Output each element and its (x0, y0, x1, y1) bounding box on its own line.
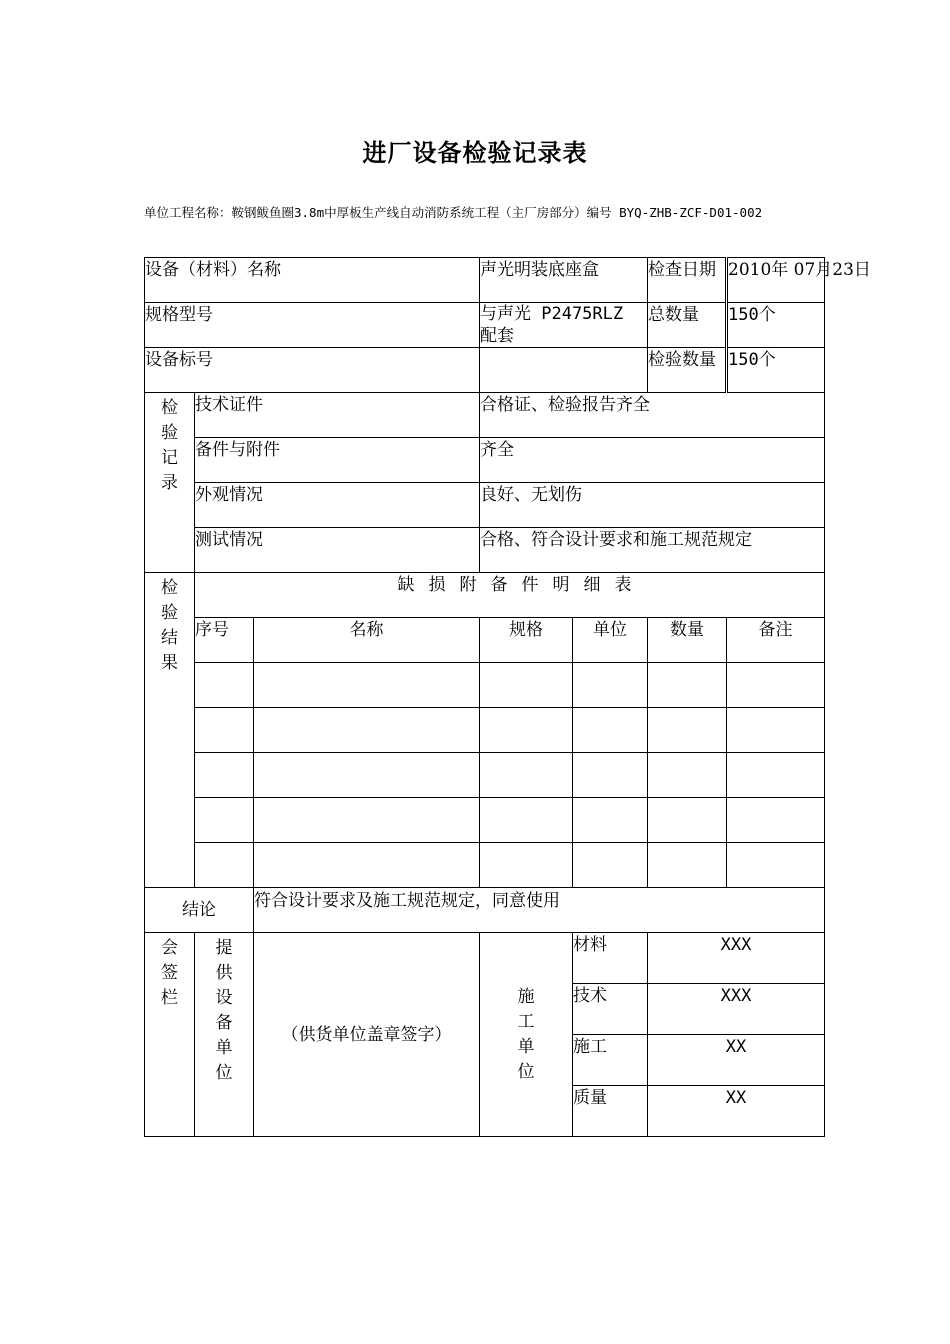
check-date-label: 检查日期 (648, 258, 727, 303)
conclusion-value: 符合设计要求及施工规范规定，同意使用 (254, 888, 825, 933)
column-header-index: 序号 (195, 618, 254, 663)
total-quantity-value: 150个 (727, 303, 825, 348)
record-label-char: 验 (161, 423, 178, 443)
total-quantity-label: 总数量 (648, 303, 727, 348)
signoff-label-char: 签 (161, 963, 178, 983)
role-label-technical: 技术 (573, 984, 648, 1035)
result-label-char: 果 (161, 653, 178, 673)
spec-value-text: 与声光 P2475RLZ 配套 (480, 304, 624, 346)
signoff-label (145, 933, 195, 1137)
result-label-char: 检 (161, 578, 178, 598)
table-row (145, 708, 825, 753)
equipment-tag-value (480, 348, 648, 393)
spec-label: 规格型号 (145, 303, 480, 348)
result-label-char: 验 (161, 603, 178, 623)
table-row (145, 798, 825, 843)
record-label-char: 记 (161, 448, 178, 468)
project-line: 单位工程名称：鞍钢鲅鱼圈3.8m中厚板生产线自动消防系统工程（主厂房部分）编号 BYQ-ZHB-ZCF-D01-002 (144, 205, 763, 220)
record-row-label: 外观情况 (195, 483, 480, 528)
inspected-quantity-label: 检验数量 (648, 348, 727, 393)
record-row-label: 测试情况 (195, 528, 480, 573)
inspection-form (144, 257, 871, 1137)
table-row (145, 753, 825, 798)
column-header-remark: 备注 (727, 618, 825, 663)
role-signer-material: XXX (648, 933, 825, 984)
column-header-spec: 规格 (480, 618, 573, 663)
supplier-label-char: 供 (215, 963, 233, 983)
contractor-label-char: 施 (517, 986, 535, 1007)
page-title: 进厂设备检验记录表 (362, 138, 588, 167)
missing-parts-table-title: 缺损附备件明细表 (195, 573, 825, 618)
role-label-construction: 施工 (573, 1035, 648, 1086)
record-row-value: 合格、符合设计要求和施工规范规定 (480, 528, 825, 573)
supplier-label-char: 单 (215, 1038, 233, 1058)
inspection-result-label (145, 573, 195, 888)
table-row (145, 663, 825, 708)
supplier-label (195, 933, 254, 1137)
supplier-signature-area: （供货单位盖章签字） (254, 933, 480, 1137)
result-label-char: 结 (161, 628, 178, 648)
contractor-label-char: 工 (517, 1011, 535, 1032)
signoff-label-char: 栏 (161, 988, 178, 1008)
contractor-label-char: 位 (517, 1061, 535, 1082)
role-label-quality: 质量 (573, 1086, 648, 1137)
column-header-unit: 单位 (573, 618, 648, 663)
record-row-label: 备件与附件 (195, 438, 480, 483)
contractor-label (480, 933, 573, 1137)
role-label-material: 材料 (573, 933, 648, 984)
inspected-quantity-value: 150个 (727, 348, 825, 393)
signoff-label-char: 会 (161, 938, 178, 958)
role-signer-quality: XX (648, 1086, 825, 1137)
record-row-value: 合格证、检验报告齐全 (480, 393, 825, 438)
equipment-name-label: 设备（材料）名称 (145, 258, 480, 303)
spec-value (480, 303, 648, 348)
supplier-label-char: 设 (215, 988, 233, 1008)
record-label-char: 检 (161, 398, 178, 418)
supplier-label-char: 备 (215, 1013, 233, 1033)
table-row (145, 843, 825, 888)
role-signer-construction: XX (648, 1035, 825, 1086)
record-row-label: 技术证件 (195, 393, 480, 438)
contractor-label-char: 单 (517, 1036, 535, 1057)
supplier-label-char: 提 (215, 938, 233, 958)
inspection-record-label (145, 393, 195, 573)
supplier-label-char: 位 (215, 1063, 233, 1083)
record-row-value: 良好、无划伤 (480, 483, 825, 528)
equipment-name-value: 声光明装底座盒 (480, 258, 648, 303)
record-label-char: 录 (161, 473, 178, 493)
column-header-name: 名称 (254, 618, 480, 663)
equipment-tag-label: 设备标号 (145, 348, 480, 393)
conclusion-label: 结论 (145, 888, 254, 933)
role-signer-technical: XXX (648, 984, 825, 1035)
column-header-quantity: 数量 (648, 618, 727, 663)
record-row-value: 齐全 (480, 438, 825, 483)
check-date-value: 2010年 07月23日 (727, 258, 825, 303)
